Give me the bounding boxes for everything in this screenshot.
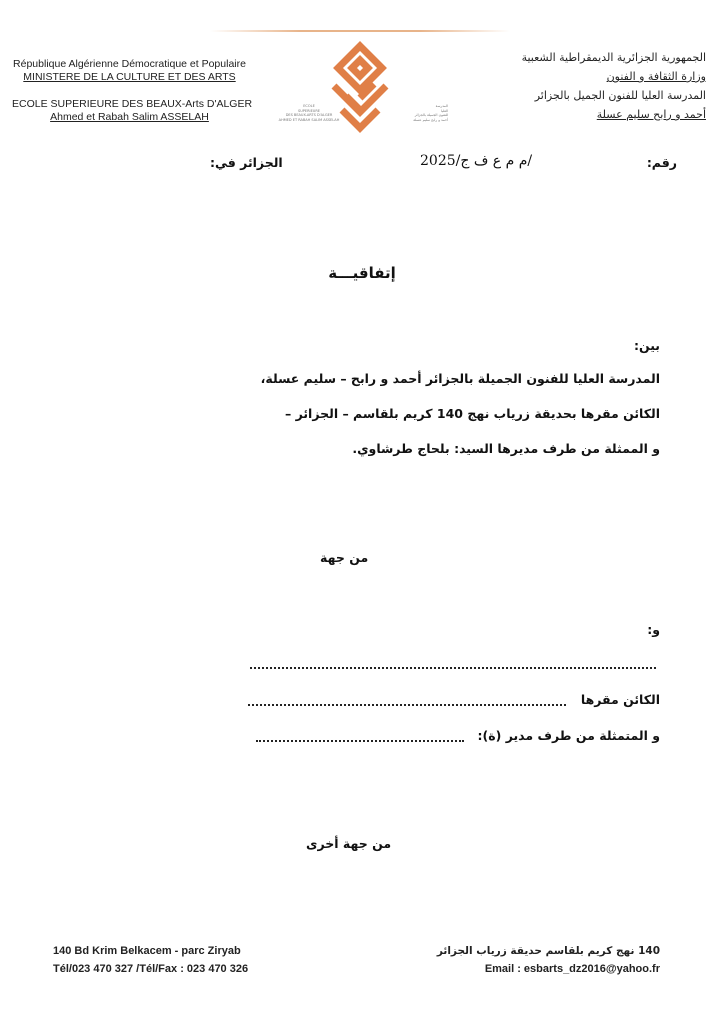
logo-emblem-icon xyxy=(320,38,400,138)
party1-name: المدرسة العليا للفنون الجميلة بالجزائر أحمد و رابح – سليم عسلة، xyxy=(260,371,660,386)
second-party-side-label: من جهة أخرى xyxy=(306,836,392,851)
document-title: إتفاقيـــة xyxy=(328,264,396,282)
header-fr-school-name: Ahmed et Rabah Salim ASSELAH xyxy=(50,111,209,123)
party1-address: الكائن مقرها بحديقة زرياب نهج 140 كريم بلقاسم – الجزائر – xyxy=(284,406,660,421)
footer-phone: Tél/023 470 327 /Tél/Fax : 023 470 326 xyxy=(53,963,249,975)
party2-representative-blank xyxy=(256,740,464,742)
party2-name-blank xyxy=(250,667,656,669)
top-decorative-line xyxy=(210,30,510,32)
logo-caption-fr: ECOLE SUPERIEURE DES BEAUX-ARTS D'ALGER AHMED ET RABAH SALIM ASSELAH xyxy=(278,104,340,122)
between-label: بين: xyxy=(633,338,660,353)
party1-representative: و الممثلة من طرف مديرها السيد: بلحاج طرشاوي. xyxy=(352,441,660,456)
header-fr-school: ECOLE SUPERIEURE DES BEAUX-Arts D'ALGER xyxy=(12,98,253,110)
school-logo xyxy=(270,38,450,138)
footer-french xyxy=(53,942,248,978)
and-label: و: xyxy=(647,622,660,637)
footer-address-fr: 140 Bd Krim Belkacem - parc Ziryab xyxy=(53,945,241,957)
header-ar-school: المدرسة العليا للفنون الجميل بالجزائر xyxy=(534,89,706,102)
header-french xyxy=(12,58,253,124)
party2-representative-label: و المتمثلة من طرف مدير (ة): xyxy=(477,728,660,743)
logo-caption-ar: المدرسة العليا للفنون الجميلة بالجزائر أحمد و رابح سليم عسلة xyxy=(413,104,448,122)
party2-seat-label: الكائن مقرها xyxy=(580,692,660,707)
reference-number: /م م ع ف ج/2025 xyxy=(420,153,533,169)
party2-seat-blank xyxy=(248,704,566,706)
header-ar-school-name: أحمد و رابح سليم عسلة xyxy=(596,108,706,121)
first-party-side-label: من جهة xyxy=(320,550,369,565)
header-ar-republic: الجمهورية الجزائرية الديمقراطية الشعبية xyxy=(521,51,706,64)
header-ar-ministry: وزارة الثقافة و الفنون xyxy=(606,70,706,83)
reference-label: رقم: xyxy=(646,155,677,170)
footer-address-ar: 140 نهج كريم بلقاسم حديقة زرياب الجزائر xyxy=(436,945,660,957)
header-arabic xyxy=(476,48,706,124)
footer-arabic xyxy=(430,942,660,978)
header-fr-ministry: MINISTERE DE LA CULTURE ET DES ARTS xyxy=(23,71,236,83)
footer-email: Email : esbarts_dz2016@yahoo.fr xyxy=(484,963,660,975)
place-date-label: الجزائر في: xyxy=(210,155,283,170)
header-fr-republic: République Algérienne Démocratique et Populaire xyxy=(13,58,246,70)
